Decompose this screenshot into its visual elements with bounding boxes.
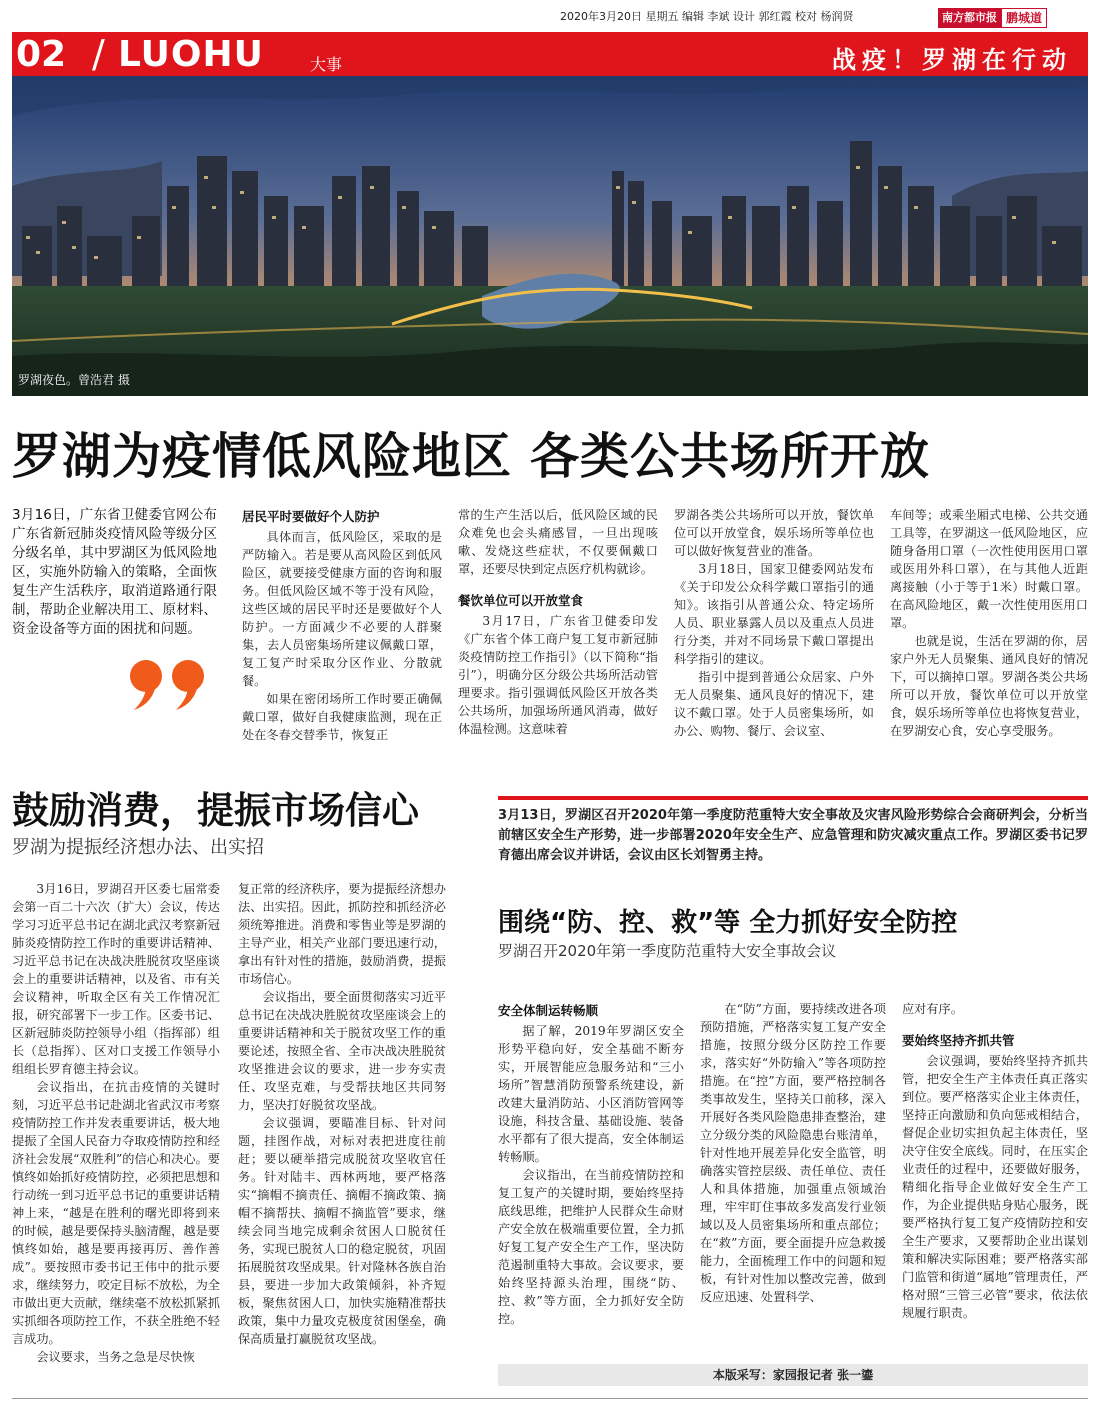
reporter-credit: 本版采写：家园报记者 张一鎏 bbox=[498, 1364, 1088, 1386]
brand-logo bbox=[938, 8, 1088, 28]
photo-caption: 罗湖夜色。曾浩君 摄 bbox=[18, 373, 130, 387]
story2-subtitle: 罗湖为提振经济想办法、出实招 bbox=[12, 837, 264, 858]
issue-meta: 2020年3月20日 星期五 编辑 李斌 设计 郭红霞 校对 杨润贤 bbox=[560, 10, 854, 23]
night-city-photo bbox=[12, 76, 1088, 396]
story1-paragraph: 3月18日，国家卫健委网站发布《关于印发公众科学戴口罩指引的通知》。该指引从普通公众、特定场所人员、职业暴露人员以及重点人员进行分类，并对不同场景下戴口罩提出科学指引的建议。 bbox=[674, 562, 874, 666]
story3-subhead-1: 安全体制运转畅顺 bbox=[498, 1003, 599, 1018]
story2-column-1 bbox=[12, 880, 220, 1385]
story2-paragraph: 3月16日，罗湖召开区委七届常委会第一百二十六次（扩大）会议，传达学习习近平总书记在湖北武汉考察新冠肺炎疫情防控工作时的重要讲话精神、习近平总书记在决战决胜脱贫攻坚座谈会上的重要讲话精神，以及省、市有关会议精神，听取全区有关工作情况汇报，研究部署下一步工作。区委书记、区新冠肺炎防控领导小组（指挥部）组长（总指挥）、区对口支援工作领导小组组长罗育德主持会议。 bbox=[12, 882, 220, 1076]
brand-main: 南方都市报 bbox=[938, 8, 1001, 28]
story1-paragraph: 指引中提到普通公众居家、户外无人员聚集、通风良好的情况下，建议不戴口罩。处于人员密集场所，如办公、购物、餐厅、会议室、 bbox=[674, 670, 874, 738]
story2-paragraph: 会议强调，要瞄准目标、针对问题，挂图作战，对标对表把进度往前赶；要以硬举措完成脱贫攻坚收官任务。针对陆丰、西林两地，要严格落实“摘帽不摘责任、摘帽不摘政策、摘帽不摘帮扶、摘帽不摘监管”要求，继续会同当地完成剩余贫困人口脱贫任务，实现已脱贫人口的稳定脱贫，巩固拓展脱贫攻坚成果。针对隆林各族自治县，要进一步加大政策倾斜，补齐短板，聚焦贫困人口，加快实施精准帮扶政策，集中力量攻克极度贫困堡垒，确保高质量打赢脱贫攻坚战。 bbox=[238, 1116, 446, 1346]
slash-divider: / bbox=[92, 32, 105, 76]
story3-paragraph: 据了解，2019年罗湖区安全形势平稳向好，安全基础不断夯实，开展智能应急服务站和“三小场所”智慧消防预警系统建设，新改建大量消防站、小区消防管网等设施，科技含量、基础设施、装备水平都有了很大提高，安全体制运转畅顺。 bbox=[498, 1024, 684, 1164]
story1-paragraph: 3月17日，广东省卫健委印发《广东省个体工商户复工复市新冠肺炎疫情防控工作指引》（以下简称“指引”），明确分区分级公共场所活动管理要求。指引强调低风险区开放各类公共场所，加强场所通风消毒，做好体温检测。这意味着 bbox=[458, 614, 658, 736]
story1-paragraph: 也就是说，生活在罗湖的你，居家户外无人员聚集、通风良好的情况下，可以摘掉口罩。罗湖各类公共场所可以开放，餐饮单位可以开放堂食，娱乐场所等单位也将恢复营业，在罗湖安心食，安心享受服务。 bbox=[890, 634, 1088, 738]
story2-title: 鼓励消费，提振市场信心 bbox=[12, 789, 419, 832]
story2-paragraph: 会议指出，要全面贯彻落实习近平总书记在决战决胜脱贫攻坚座谈会上的重要讲话精神和关于脱贫攻坚工作的重要论述，按照全省、全市决战决胜脱贫攻坚推进会议的要求，进一步夯实责任、攻坚克难，与受帮扶地区共同努力，坚决打好脱贫攻坚战。 bbox=[238, 990, 446, 1112]
section-tagline: 战疫！罗湖在行动 bbox=[832, 46, 1072, 74]
story1-paragraph: 车间等；或乘坐厢式电梯、公共交通工具等，在罗湖这一低风险地区，应随身备用口罩（一次性使用医用口罩或医用外科口罩），在与其他人近距离接触（小于等于1米）时戴口罩。在高风险地区，戴一次性使用医用口罩。 bbox=[890, 508, 1088, 630]
story1-column-3 bbox=[674, 506, 874, 756]
page-bottom-rule bbox=[12, 1398, 1088, 1399]
story3-column-1 bbox=[498, 1000, 684, 1356]
story3-title: 围绕“防、控、救”等 全力抓好安全防控 bbox=[498, 908, 958, 938]
story1-column-1 bbox=[242, 506, 442, 756]
story3-column-3 bbox=[902, 1000, 1088, 1356]
story2-paragraph: 复正常的经济秩序，要为提振经济想办法、出实招。因此，抓防控和抓经济必须统筹推进。消费和零售业等是罗湖的主导产业，相关产业部门要迅速行动，拿出有针对性的措施，鼓励消费，提振市场信心。 bbox=[238, 882, 446, 986]
story2-column-2 bbox=[238, 880, 446, 1385]
story3-paragraph: 应对有序。 bbox=[902, 1002, 963, 1016]
story3-intro: 3月13日，罗湖区召开2020年第一季度防范重特大安全事故及灾害风险形势综合会商研判会，分析当前辖区安全生产形势，进一步部署2020年安全生产、应急管理和防灾减灾重点工作。罗湖区委书记罗育德出席会议并讲话，会议由区长刘智勇主持。 bbox=[498, 808, 1088, 863]
story3-column-2 bbox=[700, 1000, 886, 1356]
story1-paragraph: 常的生产生活以后，低风险区域的民众难免也会头痛感冒，一旦出现咳嗽、发烧这些症状，不仅要佩戴口罩，还要尽快到定点医疗机构就诊。 bbox=[458, 508, 658, 576]
story1-paragraph: 罗湖各类公共场所可以开放，餐饮单位可以开放堂食，娱乐场所等单位也可以做好恢复营业的准备。 bbox=[674, 508, 874, 558]
story1-paragraph: 如果在密闭场所工作时要正确佩戴口罩，做好自我健康监测，现在正处在冬春交替季节，恢复正 bbox=[242, 692, 442, 742]
story3-paragraph: 会议指出，在当前疫情防控和复工复产的关键时期，要始终坚持底线思维，把维护人民群众生命财产安全放在极端重要位置，全力抓好复工复产安全生产工作，坚决防范遏制重特大事故。会议要求，要始终坚持源头治理，围绕“防、控、救”等方面，全力抓好安全防控。 bbox=[498, 1168, 684, 1326]
story3-accent-rule bbox=[498, 796, 1088, 800]
story1-lead: 3月16日，广东省卫健委官网公布广东省新冠肺炎疫情风险等级分区分级名单，其中罗湖区为低风险地区，实施外防输入的策略，全面恢复生产生活秩序，取消道路通行限制，帮助企业解决用工、原材料、资金设备等方面的困扰和问题。 bbox=[12, 507, 217, 637]
section-banner bbox=[12, 32, 1088, 76]
section-number: 02 bbox=[16, 34, 67, 75]
story2-paragraph: 会议指出，在抗击疫情的关键时刻，习近平总书记赴湖北省武汉市考察疫情防控工作并发表重要讲话，极大地提振了全国人民奋力夺取疫情防控和经济社会发展“双胜利”的信心和决心。要慎终如始抓好疫情防控，必须把思想和行动统一到习近平总书记的重要讲话精神上来，“越是在胜利的曙光即将到来的时候，越是要保持头脑清醒，越是要慎终如始，越是要再接再厉、善作善成”。要按照市委书记王伟中的批示要求，继续努力，咬定目标不放松，为全市做出更大贡献，继续毫不放松抓紧抓实抓细各项防控工作，不获全胜绝不轻言成功。 bbox=[12, 1080, 220, 1346]
section-name: LUOHU bbox=[118, 34, 264, 75]
story1-subhead-1: 居民平时要做好个人防护 bbox=[242, 509, 380, 524]
story1-paragraph: 具体而言，低风险区，采取的是严防输入。若是要从高风险区到低风险区，就要接受健康方面的咨询和服务。但低风险区域不等于没有风险，这些区域的居民平时还是要做好个人防护。一方面减少不必要的人群聚集，去人员密集场所建议佩戴口罩，复工复产时采取分区作业、分散就餐。 bbox=[242, 530, 442, 688]
brand-sub: 鹏城道 bbox=[1001, 8, 1047, 28]
story3-paragraph: 在“防”方面，要持续改进各项预防措施，严格落实复工复产安全措施，按照分级分区防控工作要求，落实好“外防输入”等各项防控措施。在“控”方面，要严格控制各类事故发生，坚持关口前移，深入开展好各类风险隐患排查整治，建立分级分类的风险隐患台账清单，针对性地开展差异化安全监管，明确落实管控层级、责任单位、责任人和具体措施，加强重点领域治理，牢牢盯住事故多发高发行业领域以及人员密集场所和重点部位；在“救”方面，要全面提升应急救援能力，全面梳理工作中的问题和短板，有针对性加以整改完善，做到反应迅速、处置科学、 bbox=[700, 1002, 886, 1304]
story3-paragraph: 会议强调，要始终坚持齐抓共管，把安全生产主体责任真正落实到位。要严格落实企业主体责任，坚持正向激励和负向惩戒相结合，督促企业切实担负起主体责任，坚决守住安全底线。同时，在压实企业责任的过程中，还要做好服务，精细化指导企业做好安全生产工作，为企业提供贴身贴心服务，既要严格执行复工复产疫情防控和安全生产要求，又要帮助企业出谋划策和解决实际困难；要严格落实部门监管和街道“属地”管理责任，严格对照“三管三必管”要求，依法依规履行职责。 bbox=[902, 1054, 1088, 1320]
story3-subhead-2: 要始终坚持齐抓共管 bbox=[902, 1033, 1015, 1048]
main-headline: 罗湖为疫情低风险地区 各类公共场所开放 bbox=[12, 428, 931, 485]
story1-column-2 bbox=[458, 506, 658, 756]
city-illustration bbox=[12, 76, 1088, 396]
section-subtitle: 大事 bbox=[310, 55, 343, 74]
story1-column-4 bbox=[890, 506, 1088, 756]
quote-mark-icon bbox=[126, 652, 216, 712]
story3-subtitle: 罗湖召开2020年第一季度防范重特大安全事故会议 bbox=[498, 942, 837, 960]
story2-paragraph: 会议要求，当务之急是尽快恢 bbox=[36, 1350, 195, 1364]
story1-subhead-2: 餐饮单位可以开放堂食 bbox=[458, 593, 584, 608]
